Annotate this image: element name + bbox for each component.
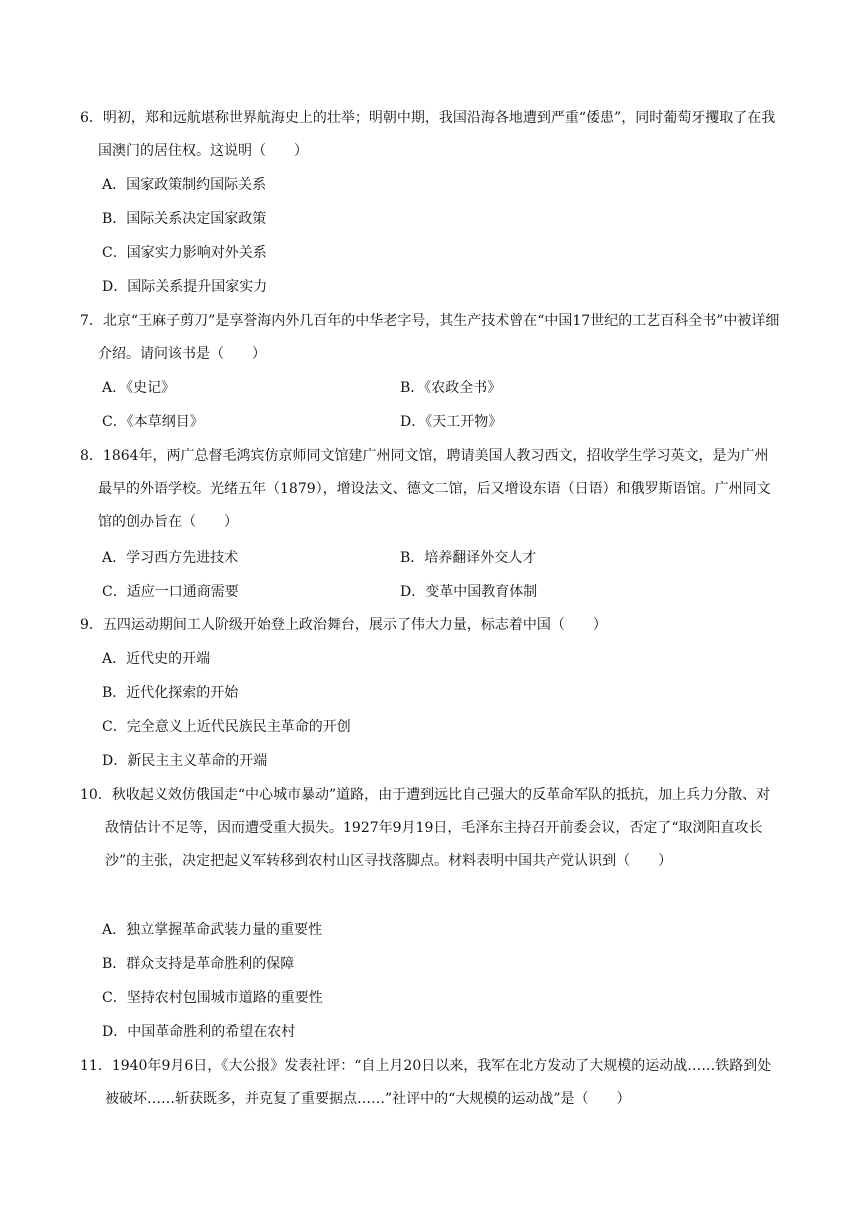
question-10-option-c: C．坚持农村包围城市道路的重要性 [102,990,323,1006]
question-9-option-b: B．近代化探索的开始 [102,685,239,701]
question-9-option-c: C．完全意义上近代民族民主革命的开创 [102,719,351,735]
question-6-option-a: A．国家政策制约国际关系 [102,177,267,193]
question-7-option-a: A．《史记》 [102,380,176,396]
question-9-stem: 9．五四运动期间工人阶级开始登上政治舞台，展示了伟大力量，标志着中国（ ） [80,617,607,633]
question-9-option-d: D．新民主主义革命的开端 [102,753,268,769]
question-9-option-a: A．近代史的开端 [102,651,211,667]
question-6-option-c: C．国家实力影响对外关系 [102,245,267,261]
question-8-option-c: C．适应一口通商需要 [102,584,239,600]
question-8-option-b: B．培养翻译外交人才 [400,550,537,566]
question-7-stem: 7．北京“王麻子剪刀”是享誉海内外几百年的中华老字号，其生产技术曾在“中国17世纪的工艺百科全书”中被详细介绍。请问该书是（ ） [80,313,780,362]
question-8-stem: 8．1864年，两广总督毛鸿宾仿京师同文馆建广州同文馆，聘请美国人教习西文，招收学生学习英文，是为广州最早的外语学校。光绪五年（1879），增设法文、德文二馆，后又增设东语（日语）和俄罗斯语馆。广州同文馆的创办旨在（ ） [80,448,771,530]
question-8-option-a: A．学习西方先进技术 [102,550,239,566]
question-6-stem: 6．明初，郑和远航堪称世界航海史上的壮举；明朝中期，我国沿海各地遭到严重“倭患”，同时葡萄牙攫取了在我国澳门的居住权。这说明（ ） [80,110,776,159]
question-11-stem: 11．1940年9月6日，《大公报》发表社评：“自上月20日以来，我军在北方发动了大规模的运动战……铁路到处被破坏……斩获既多，并克复了重要据点……”社评中的“大规模的运动战”是（ ） [80,1058,772,1107]
question-7-option-d: D．《天工开物》 [400,414,503,430]
question-10-option-a: A．独立掌握革命武装力量的重要性 [102,922,323,938]
question-6-option-d: D．国际关系提升国家实力 [102,279,268,295]
question-8-option-d: D．变革中国教育体制 [400,584,538,600]
question-10-option-d: D．中国革命胜利的希望在农村 [102,1024,296,1040]
question-6-option-b: B．国际关系决定国家政策 [102,211,267,227]
question-7-option-c: C．《本草纲目》 [102,414,204,430]
question-7-option-b: B．《农政全书》 [400,380,502,396]
question-10-stem: 10．秋收起义效仿俄国走“中心城市暴动”道路，由于遭到远比自己强大的反革命军队的抵抗，加上兵力分散、对敌情估计不足等，因而遭受重大损失。1927年9月19日，毛泽东主持召开前委会议，否定了“取浏阳直攻长沙”的主张，决定把起义军转移到农村山区寻找落脚点。材料表明中国共产党认识到（ ） [80,787,771,869]
question-10-option-b: B．群众支持是革命胜利的保障 [102,956,295,972]
